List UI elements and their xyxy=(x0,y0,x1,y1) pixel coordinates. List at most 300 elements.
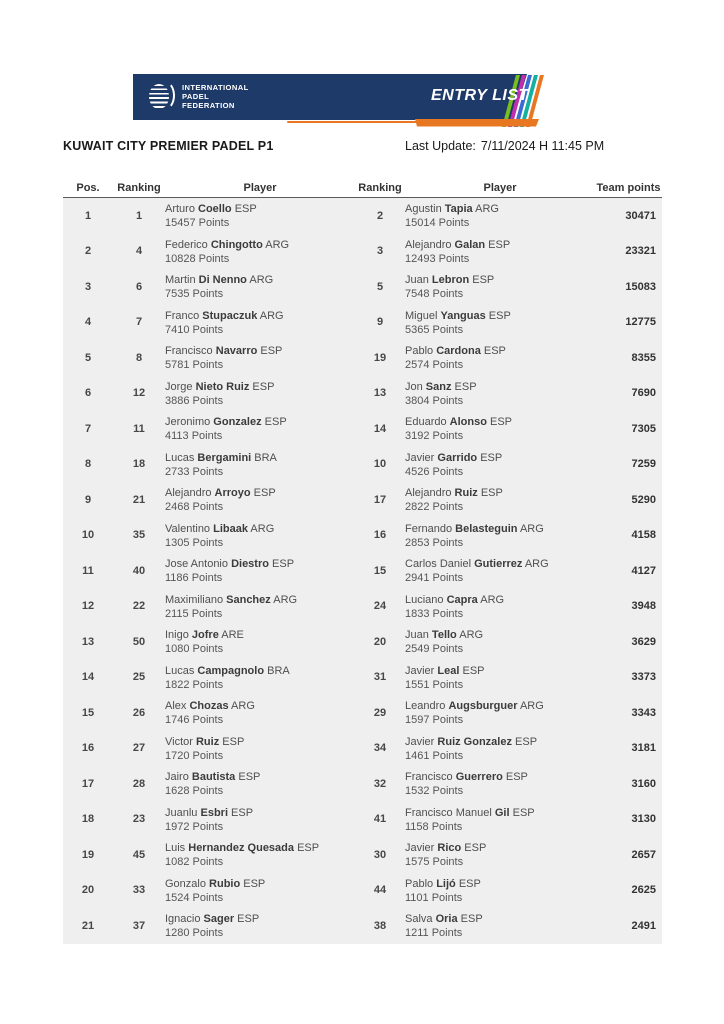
player-cell-1 xyxy=(165,627,355,656)
player-cell-1 xyxy=(165,414,355,443)
player-points: 4526 Points xyxy=(405,465,464,478)
player-country-code: ARG xyxy=(247,522,275,535)
row-ranking-2: 32 xyxy=(373,777,387,790)
player-points: 2549 Points xyxy=(405,643,464,656)
player-name xyxy=(405,202,595,216)
row-pos: 13 xyxy=(81,635,95,648)
row-ranking-1: 23 xyxy=(132,813,146,826)
row-ranking-2: 24 xyxy=(373,600,387,613)
player-cell-1 xyxy=(165,876,355,905)
player-last-name: Nieto Ruiz xyxy=(195,380,250,393)
player-points: 7410 Points xyxy=(165,323,224,336)
player-cell-1 xyxy=(165,450,355,479)
row-pos: 9 xyxy=(84,493,92,506)
player-points: 2115 Points xyxy=(165,607,223,620)
player-last-name: Lebron xyxy=(431,274,470,287)
player-cell-2 xyxy=(405,450,595,479)
player-points: 1524 Points xyxy=(165,891,224,904)
player-country-code: ESP xyxy=(485,238,511,251)
player-last-name: Ruiz xyxy=(195,735,220,748)
player-last-name: Hernandez Quesada xyxy=(188,842,295,855)
header-ranking-2: Ranking xyxy=(358,181,402,194)
team-points: 3373 xyxy=(631,671,656,684)
team-points: 3160 xyxy=(631,777,656,790)
player-name xyxy=(405,877,595,891)
player-cell-2 xyxy=(405,308,595,337)
team-points: 8355 xyxy=(631,351,656,364)
player-last-name: Tapia xyxy=(444,203,473,216)
player-last-name: Yanguas xyxy=(440,309,486,322)
player-last-name: Garrido xyxy=(437,451,478,464)
player-last-name: Galan xyxy=(454,238,486,251)
player-last-name: Diestro xyxy=(231,558,269,571)
row-ranking-1: 50 xyxy=(132,635,146,648)
player-country-code: ESP xyxy=(451,380,477,393)
player-first-name: Pablo xyxy=(405,345,437,358)
player-points: 3804 Points xyxy=(405,394,464,407)
player-last-name: Chozas xyxy=(189,700,229,713)
player-last-name: Tello xyxy=(431,629,457,642)
player-name xyxy=(405,664,595,678)
player-first-name: Francisco Manuel xyxy=(405,806,495,819)
player-name xyxy=(165,486,355,500)
row-ranking-1: 8 xyxy=(135,351,143,364)
team-points: 30471 xyxy=(625,209,656,222)
row-ranking-2: 31 xyxy=(373,671,387,684)
row-ranking-1: 40 xyxy=(132,564,146,577)
player-name xyxy=(165,806,355,820)
player-country-code: ESP xyxy=(234,913,260,926)
player-points: 1280 Points xyxy=(165,927,224,940)
player-country-code: ESP xyxy=(294,842,320,855)
team-points: 2491 xyxy=(631,919,656,932)
player-points: 7535 Points xyxy=(165,288,224,301)
player-cell-1 xyxy=(165,308,355,337)
row-ranking-1: 11 xyxy=(133,422,145,435)
player-last-name: Gutierrez xyxy=(474,558,523,571)
row-ranking-2: 17 xyxy=(373,493,387,506)
team-points: 7259 xyxy=(631,458,656,471)
row-ranking-1: 6 xyxy=(135,280,143,293)
row-ranking-2: 10 xyxy=(373,458,387,471)
header-team-points: Team points xyxy=(596,181,661,194)
row-ranking-1: 1 xyxy=(135,209,143,222)
title-row xyxy=(63,139,662,153)
table-row xyxy=(63,553,662,589)
player-country-code: ESP xyxy=(219,735,245,748)
table-row xyxy=(63,731,662,767)
fip-logo-line3: FEDERATION xyxy=(182,101,235,110)
player-first-name: Federico xyxy=(165,238,211,251)
player-first-name: Lucas xyxy=(165,451,198,464)
player-points: 1101 Points xyxy=(405,891,463,904)
player-country-code: ESP xyxy=(257,345,283,358)
player-name xyxy=(165,451,355,465)
player-name xyxy=(165,841,355,855)
table-row xyxy=(63,802,662,838)
player-cell-2 xyxy=(405,485,595,514)
player-cell-2 xyxy=(405,769,595,798)
player-cell-2 xyxy=(405,414,595,443)
team-points: 3130 xyxy=(631,813,656,826)
row-pos: 19 xyxy=(81,848,95,861)
row-pos: 10 xyxy=(81,529,95,542)
player-cell-2 xyxy=(405,201,595,230)
player-first-name: Agustin xyxy=(405,203,445,216)
player-points: 4113 Points xyxy=(165,430,223,443)
row-pos: 6 xyxy=(84,387,92,400)
player-first-name: Alejandro xyxy=(165,487,215,500)
row-pos: 1 xyxy=(84,209,92,222)
player-name xyxy=(165,522,355,536)
row-pos: 11 xyxy=(82,564,94,577)
player-first-name: Jorge xyxy=(165,380,196,393)
player-points: 1822 Points xyxy=(165,678,224,691)
player-last-name: Alonso xyxy=(449,416,487,429)
row-pos: 5 xyxy=(84,351,92,364)
player-first-name: Jairo xyxy=(165,771,192,784)
player-last-name: Bergamini xyxy=(197,451,252,464)
last-update-label: Last Update: xyxy=(405,139,476,153)
player-points: 2468 Points xyxy=(165,501,224,514)
player-country-code: ARG xyxy=(472,203,499,216)
team-points: 5290 xyxy=(631,493,656,506)
row-ranking-2: 30 xyxy=(373,848,387,861)
player-name xyxy=(405,273,595,287)
row-pos: 18 xyxy=(81,813,95,826)
player-cell-2 xyxy=(405,237,595,266)
player-cell-1 xyxy=(165,769,355,798)
player-country-code: BRA xyxy=(264,664,290,677)
player-country-code: ESP xyxy=(486,416,513,429)
player-first-name: Juan xyxy=(405,629,432,642)
row-ranking-1: 21 xyxy=(132,493,146,506)
player-country-code: ESP xyxy=(469,274,495,287)
row-ranking-1: 45 xyxy=(132,848,146,861)
player-first-name: Lucas xyxy=(165,664,198,677)
table-row xyxy=(63,589,662,625)
player-points: 15014 Points xyxy=(405,217,470,230)
player-first-name: Fernando xyxy=(405,522,456,535)
player-name xyxy=(165,770,355,784)
player-last-name: Sanz xyxy=(425,380,452,393)
team-points: 15083 xyxy=(625,280,656,293)
player-country-code: ESP xyxy=(250,487,276,500)
row-ranking-2: 13 xyxy=(373,387,387,400)
player-points: 2941 Points xyxy=(405,572,464,585)
player-first-name: Eduardo xyxy=(405,416,450,429)
player-cell-2 xyxy=(405,343,595,372)
header-ranking-1: Ranking xyxy=(117,181,161,194)
player-name xyxy=(165,664,355,678)
player-cell-1 xyxy=(165,272,355,301)
player-first-name: Javier xyxy=(405,451,438,464)
player-first-name: Ignacio xyxy=(165,913,204,926)
player-country-code: ESP xyxy=(485,309,511,322)
player-country-code: ESP xyxy=(249,380,275,393)
player-points: 15457 Points xyxy=(165,217,230,230)
player-cell-1 xyxy=(165,201,355,230)
player-cell-2 xyxy=(405,592,595,621)
table-row xyxy=(63,695,662,731)
row-ranking-2: 2 xyxy=(376,209,384,222)
player-first-name: Franco xyxy=(165,309,203,322)
player-last-name: Guerrero xyxy=(455,771,503,784)
player-last-name: Oria xyxy=(435,913,458,926)
table-row xyxy=(63,766,662,802)
player-name xyxy=(405,557,595,571)
player-points: 1833 Points xyxy=(405,607,464,620)
row-ranking-1: 25 xyxy=(132,671,146,684)
last-update xyxy=(405,139,604,153)
player-name xyxy=(165,877,355,891)
row-ranking-2: 38 xyxy=(373,919,387,932)
row-ranking-2: 14 xyxy=(373,422,387,435)
table-row xyxy=(63,624,662,660)
player-points: 1972 Points xyxy=(165,820,224,833)
player-name xyxy=(405,593,595,607)
player-cell-2 xyxy=(405,805,595,834)
player-name xyxy=(405,806,595,820)
player-points: 1305 Points xyxy=(165,536,224,549)
fip-logo xyxy=(149,83,249,110)
player-name xyxy=(165,557,355,571)
player-cell-1 xyxy=(165,237,355,266)
row-ranking-2: 20 xyxy=(373,635,387,648)
player-country-code: ESP xyxy=(461,842,487,855)
player-last-name: Jofre xyxy=(191,629,219,642)
player-cell-2 xyxy=(405,698,595,727)
player-name xyxy=(165,628,355,642)
team-points: 3343 xyxy=(631,706,656,719)
row-ranking-2: 9 xyxy=(376,316,384,329)
table-row xyxy=(63,376,662,412)
player-cell-1 xyxy=(165,840,355,869)
player-first-name: Javier xyxy=(405,664,438,677)
team-points: 3181 xyxy=(631,742,656,755)
player-last-name: Stupaczuk xyxy=(202,309,258,322)
player-points: 1080 Points xyxy=(165,643,224,656)
player-last-name: Lijó xyxy=(436,877,456,890)
player-cell-2 xyxy=(405,379,595,408)
player-name xyxy=(165,699,355,713)
table-header-row xyxy=(63,168,662,198)
player-cell-2 xyxy=(405,840,595,869)
table-row xyxy=(63,837,662,873)
team-points: 7690 xyxy=(631,387,656,400)
player-first-name: Javier xyxy=(405,842,438,855)
player-cell-1 xyxy=(165,911,355,940)
player-country-code: ESP xyxy=(511,735,538,748)
player-first-name: Juanlu xyxy=(165,806,201,819)
player-last-name: Coello xyxy=(198,203,232,216)
player-cell-2 xyxy=(405,663,595,692)
player-cell-2 xyxy=(405,627,595,656)
player-points: 1532 Points xyxy=(405,785,464,798)
player-name xyxy=(165,202,355,216)
player-cell-1 xyxy=(165,805,355,834)
player-name xyxy=(165,380,355,394)
team-points: 3948 xyxy=(631,600,656,613)
player-first-name: Luciano xyxy=(405,593,447,606)
player-first-name: Leandro xyxy=(405,700,449,713)
player-name xyxy=(405,841,595,855)
player-first-name: Jeronimo xyxy=(165,416,214,429)
player-country-code: ESP xyxy=(457,913,483,926)
table-body xyxy=(63,198,662,944)
player-first-name: Martin xyxy=(165,274,199,287)
row-ranking-1: 37 xyxy=(132,919,146,932)
entry-table xyxy=(63,168,662,944)
player-first-name: Inigo xyxy=(165,629,192,642)
row-ranking-1: 27 xyxy=(132,742,146,755)
fip-logo-line1: INTERNATIONAL xyxy=(182,83,249,92)
row-ranking-2: 19 xyxy=(373,351,387,364)
player-points: 3886 Points xyxy=(165,394,224,407)
player-points: 2574 Points xyxy=(405,359,464,372)
player-last-name: Rico xyxy=(437,842,462,855)
player-country-code: ARG xyxy=(270,593,298,606)
player-name xyxy=(405,628,595,642)
table-row xyxy=(63,518,662,554)
player-points: 2853 Points xyxy=(405,536,464,549)
player-last-name: Esbri xyxy=(200,806,228,819)
player-name xyxy=(165,912,355,926)
header-player-2: Player xyxy=(483,181,517,194)
player-first-name: Arturo xyxy=(165,203,199,216)
player-first-name: Alejandro xyxy=(405,238,455,251)
player-last-name: Gil xyxy=(494,806,510,819)
player-name xyxy=(405,380,595,394)
player-name xyxy=(165,238,355,252)
row-ranking-1: 4 xyxy=(135,245,143,258)
player-points: 1186 Points xyxy=(165,572,223,585)
player-points: 7548 Points xyxy=(405,288,464,301)
player-country-code: ARG xyxy=(522,558,549,571)
player-first-name: Jose Antonio xyxy=(165,558,232,571)
player-first-name: Victor xyxy=(165,735,196,748)
player-country-code: ESP xyxy=(268,558,295,571)
player-points: 5365 Points xyxy=(405,323,464,336)
row-ranking-1: 28 xyxy=(132,777,146,790)
row-pos: 20 xyxy=(81,884,95,897)
player-first-name: Javier xyxy=(405,735,438,748)
team-points: 4158 xyxy=(631,529,656,542)
player-first-name: Jon xyxy=(405,380,426,393)
player-country-code: ESP xyxy=(477,451,503,464)
player-name xyxy=(405,735,595,749)
fip-logo-text xyxy=(182,83,249,110)
player-first-name: Francisco xyxy=(165,345,216,358)
player-points: 1211 Points xyxy=(405,927,463,940)
table-row xyxy=(63,660,662,696)
team-points: 4127 xyxy=(631,564,656,577)
team-points: 2625 xyxy=(631,884,656,897)
player-last-name: Sager xyxy=(203,913,235,926)
player-last-name: Campagnolo xyxy=(197,664,265,677)
orange-underline-thin xyxy=(287,121,417,124)
table-row xyxy=(63,269,662,305)
player-last-name: Bautista xyxy=(191,771,236,784)
row-ranking-2: 29 xyxy=(373,706,387,719)
player-name xyxy=(405,486,595,500)
row-pos: 14 xyxy=(81,671,95,684)
player-name xyxy=(405,522,595,536)
player-country-code: ARG xyxy=(517,700,544,713)
player-points: 1628 Points xyxy=(165,785,224,798)
player-country-code: BRA xyxy=(251,451,277,464)
player-name xyxy=(405,344,595,358)
row-ranking-1: 26 xyxy=(132,706,146,719)
player-first-name: Miguel xyxy=(405,309,441,322)
table-row xyxy=(63,305,662,341)
row-pos: 8 xyxy=(84,458,92,471)
player-last-name: Ruiz xyxy=(454,487,478,500)
table-row xyxy=(63,908,662,944)
player-points: 5781 Points xyxy=(165,359,224,372)
player-last-name: Augsburguer xyxy=(448,700,518,713)
player-last-name: Rubio xyxy=(209,877,241,890)
player-points: 10828 Points xyxy=(165,252,230,265)
player-points: 2822 Points xyxy=(405,501,464,514)
row-pos: 16 xyxy=(81,742,95,755)
player-points: 1082 Points xyxy=(165,856,224,869)
player-points: 2733 Points xyxy=(165,465,224,478)
player-cell-1 xyxy=(165,698,355,727)
row-ranking-2: 44 xyxy=(373,884,387,897)
header-pos: Pos. xyxy=(76,181,100,194)
player-name xyxy=(165,593,355,607)
player-name xyxy=(165,273,355,287)
player-cell-1 xyxy=(165,734,355,763)
player-name xyxy=(405,415,595,429)
row-ranking-1: 22 xyxy=(132,600,146,613)
fip-logo-line2: PADEL xyxy=(182,92,210,101)
player-points: 1551 Points xyxy=(405,678,464,691)
player-first-name: Pablo xyxy=(405,877,437,890)
player-country-code: ESP xyxy=(261,416,287,429)
player-last-name: Libaak xyxy=(213,522,248,535)
player-country-code: ESP xyxy=(235,771,261,784)
team-points: 12775 xyxy=(625,316,656,329)
player-name xyxy=(165,735,355,749)
player-country-code: ESP xyxy=(455,877,481,890)
row-pos: 15 xyxy=(81,706,95,719)
player-country-code: ARG xyxy=(246,274,274,287)
player-country-code: ESP xyxy=(477,487,503,500)
table-row xyxy=(63,198,662,234)
player-country-code: ARE xyxy=(218,629,244,642)
player-name xyxy=(165,344,355,358)
team-points: 7305 xyxy=(631,422,656,435)
player-country-code: ARG xyxy=(228,700,255,713)
player-first-name: Francisco xyxy=(405,771,456,784)
table-row xyxy=(63,234,662,270)
player-first-name: Salva xyxy=(405,913,436,926)
player-name xyxy=(405,309,595,323)
player-name xyxy=(405,699,595,713)
player-cell-2 xyxy=(405,734,595,763)
tournament-title: KUWAIT CITY PREMIER PADEL P1 xyxy=(63,139,274,153)
player-last-name: Belasteguin xyxy=(455,522,518,535)
player-points: 1746 Points xyxy=(165,714,224,727)
row-ranking-2: 5 xyxy=(376,280,384,293)
team-points: 23321 xyxy=(625,245,656,258)
player-cell-1 xyxy=(165,485,355,514)
player-last-name: Sanchez xyxy=(226,593,271,606)
player-country-code: ARG xyxy=(262,238,290,251)
logo-arc-icon xyxy=(155,81,175,110)
